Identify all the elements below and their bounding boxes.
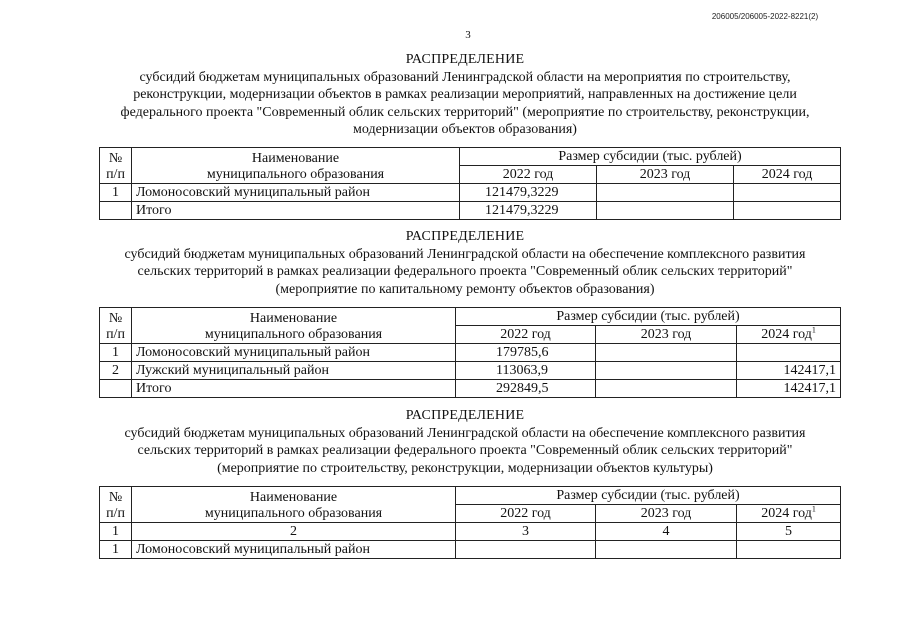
column-number: 4 — [596, 523, 737, 541]
col-header-subsidy: Размер субсидии (тыс. рублей) — [456, 308, 841, 326]
row-value-2024: 142417,1 — [737, 362, 841, 380]
col-header-name: Наименование муниципального образования — [132, 148, 460, 184]
row-value-2024 — [737, 541, 841, 559]
subsidy-table-3 — [99, 486, 841, 559]
row-value-2022 — [456, 541, 596, 559]
row-value-2024: 142417,1 — [737, 380, 841, 398]
column-number: 1 — [100, 523, 132, 541]
col-header-2024: 2024 год$^1$ — [737, 505, 841, 523]
subsidy-table-2 — [99, 307, 841, 398]
row-value-2024 — [737, 344, 841, 362]
table-row — [100, 184, 841, 202]
table-row — [100, 541, 841, 559]
row-value-2023 — [596, 541, 737, 559]
section-1-heading — [90, 51, 840, 139]
section-subtitle-line: реконструкции, модернизации объектов в рамках реализации мероприятий, направленных на достижение цели — [133, 87, 797, 102]
section-subtitle-line: федерального проекта "Современный облик сельских территорий" (мероприятие по строительству, реконструкции, — [120, 104, 810, 120]
row-value-2022: 121479,3229 — [460, 184, 597, 202]
row-value-2023 — [596, 380, 737, 398]
section-subtitle-line: субсидий бюджетам муниципальных образований Ленинградской области на мероприятия по строительству, — [139, 69, 791, 85]
section-subtitle-line: субсидий бюджетам муниципальных образований Ленинградской области на обеспечение комплексного развития — [124, 425, 806, 441]
section-title: РАСПРЕДЕЛЕНИЕ — [405, 52, 525, 67]
row-name: Ломоносовский муниципальный район — [132, 184, 460, 202]
row-name: Ломоносовский муниципальный район — [132, 541, 456, 559]
footnote-mark: 1 — [811, 504, 816, 514]
section-subtitle-line: (мероприятие по капитальному ремонту объектов образования) — [275, 281, 655, 297]
table-row-total — [100, 380, 841, 398]
section-subtitle-line: субсидий бюджетам муниципальных образований Ленинградской области на обеспечение комплексного развития — [124, 246, 806, 262]
row-number: 1 — [100, 541, 132, 559]
row-name: Лужский муниципальный район — [132, 362, 456, 380]
col-header-number: № п/п — [100, 308, 132, 344]
col-header-number: № п/п — [100, 487, 132, 523]
section-subtitle-line: (мероприятие по строительству, реконструкции, модернизации объектов культуры) — [217, 460, 713, 476]
row-name: Итого — [132, 380, 456, 398]
column-number: 3 — [456, 523, 596, 541]
column-number: 2 — [132, 523, 456, 541]
col-header-2024: 2024 год — [734, 166, 841, 184]
row-value-2023 — [597, 184, 734, 202]
row-number: 2 — [100, 362, 132, 380]
col-header-2023: 2023 год — [597, 166, 734, 184]
row-value-2024 — [734, 202, 841, 220]
col-header-name: Наименование муниципального образования — [132, 487, 456, 523]
subsidy-table-1 — [99, 147, 841, 220]
row-value-2022: 292849,5 — [456, 380, 596, 398]
row-value-2022: 113063,9 — [456, 362, 596, 380]
row-value-2023 — [596, 362, 737, 380]
row-number: 1 — [100, 184, 132, 202]
col-header-number: № п/п — [100, 148, 132, 184]
footnote-mark: 1 — [811, 325, 816, 335]
col-header-subsidy: Размер субсидии (тыс. рублей) — [456, 487, 841, 505]
section-title: РАСПРЕДЕЛЕНИЕ — [405, 408, 525, 423]
section-subtitle-line: сельских территорий в рамках реализации федерального проекта "Современный облик сельских территорий" — [137, 443, 793, 458]
table-row-total — [100, 202, 841, 220]
row-value-2023 — [596, 344, 737, 362]
column-number: 5 — [737, 523, 841, 541]
row-value-2022: 121479,3229 — [460, 202, 597, 220]
col-header-name: Наименование муниципального образования — [132, 308, 456, 344]
column-numbering-row — [100, 523, 841, 541]
col-header-2022: 2022 год — [460, 166, 597, 184]
row-name: Ломоносовский муниципальный район — [132, 344, 456, 362]
col-header-2023: 2023 год — [596, 505, 737, 523]
col-header-2022: 2022 год — [456, 505, 596, 523]
section-3-heading — [90, 407, 840, 477]
row-value-2024 — [734, 184, 841, 202]
row-value-2023 — [597, 202, 734, 220]
row-value-2022: 179785,6 — [456, 344, 596, 362]
col-header-2024: 2024 год$^1$ — [737, 326, 841, 344]
row-number: 1 — [100, 344, 132, 362]
table-row — [100, 344, 841, 362]
row-number — [100, 202, 132, 220]
col-header-2022: 2022 год — [456, 326, 596, 344]
table-row — [100, 362, 841, 380]
row-name: Итого — [132, 202, 460, 220]
section-title: РАСПРЕДЕЛЕНИЕ — [405, 229, 525, 244]
section-subtitle-line: модернизации объектов образования) — [353, 122, 577, 137]
section-2-heading — [90, 228, 840, 298]
row-number — [100, 380, 132, 398]
section-subtitle-line: сельских территорий в рамках реализации федерального проекта "Современный облик сельских территорий" — [137, 264, 793, 279]
col-header-subsidy: Размер субсидии (тыс. рублей) — [460, 148, 841, 166]
page-number: 3 — [465, 29, 471, 41]
document-id: 206005/206005-2022-8221(2) — [711, 12, 819, 21]
col-header-2023: 2023 год — [596, 326, 737, 344]
